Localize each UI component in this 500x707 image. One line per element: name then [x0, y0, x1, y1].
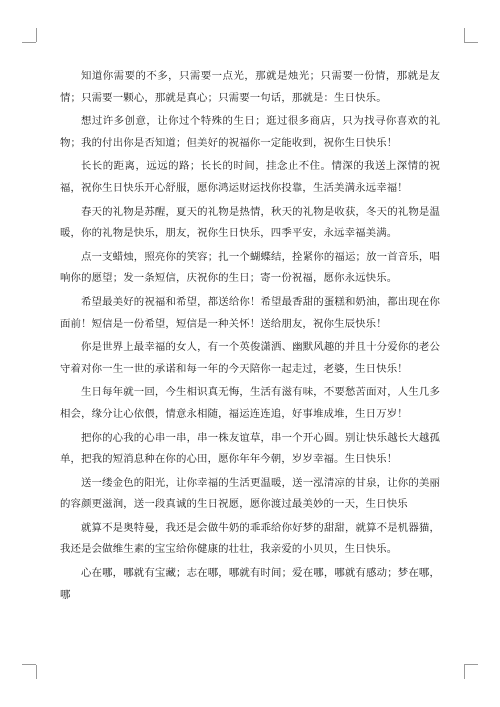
paragraph: 点一支蜡烛，照亮你的笑容；扎一个蝴蝶结，拴紧你的福运；放一首音乐，唱响你的愿望；发一条短信，庆祝你的生日；寄一份祝福，愿你永远快乐。: [60, 250, 440, 285]
paragraph: 知道你需要的不多，只需要一点光，那就是烛光；只需要一份情，那就是友情；只需要一颗心，那就是真心；只需要一句话，那就是：生日快乐。: [60, 70, 440, 104]
paragraph: 你是世界上最幸福的女人，有一个英俊潇洒、幽默风趣的并且十分爱你的老公守着对你一生一世的承诺和每一年的今天陪你一起走过，老婆，生日快乐！: [60, 341, 440, 375]
document-body: [60, 66, 440, 608]
crop-mark-top-left-h: [22, 42, 36, 43]
crop-mark-bottom-left-h: [22, 664, 36, 665]
crop-mark-bottom-right-v: [464, 665, 465, 679]
paragraph: 想过许多创意，让你过个特殊的生日；逛过很多商店，只为找寻你喜欢的礼物；我的付出你是否知道；但美好的祝福你一定能收到，祝你生日快乐！: [60, 115, 440, 149]
paragraph: 长长的距离，远远的路；长长的时间，挂念止不住。情深的我送上深情的祝福，祝你生日快乐开心舒服，愿你鸿运财运找你投靠，生活美满永远幸福！: [60, 160, 440, 194]
paragraph: 生日每年就一回，今生相识真无悔，生活有滋有味，不要愁苦面对，人生几多相会，缘分让心依偎，情意永相随，福运连连追，好事堆成堆，生日万岁！: [60, 386, 440, 420]
crop-mark-bottom-right-h: [464, 664, 478, 665]
crop-mark-top-right-h: [464, 42, 478, 43]
crop-mark-top-right-v: [464, 28, 465, 42]
paragraph: 希望最美好的祝福和希望，都送给你！希望最香甜的蛋糕和奶油，都出现在你面前！短信是一份希望，短信是一种关怀！送给朋友，祝你生辰快乐！: [60, 295, 440, 330]
crop-mark-bottom-left-v: [36, 665, 37, 679]
paragraph: 就算不是奥特曼，我还是会做牛奶的乖乖给你好梦的甜甜，就算不是机器猫，我还是会做维生素的宝宝给你健康的壮壮，我亲爱的小贝贝，生日快乐。: [60, 521, 440, 556]
crop-mark-top-left-v: [36, 28, 37, 42]
paragraph: 春天的礼物是苏醒，夏天的礼物是热情，秋天的礼物是收获，冬天的礼物是温暖，你的礼物是快乐，朋友，祝你生日快乐，四季平安，永远幸福美满。: [60, 205, 440, 240]
paragraph: 心在哪，哪就有宝藏；志在哪，哪就有时间；爱在哪，哪就有感动；梦在哪，哪: [60, 567, 440, 601]
paragraph: 送一缕金色的阳光，让你幸福的生活更温暖，送一泓清凉的甘泉，让你的美丽的容颜更滋润，送一段真诚的生日祝愿，愿你渡过最美妙的一天，生日快乐: [60, 476, 440, 511]
paragraph: 把你的心我的心串一串，串一株友谊草，串一个开心圆。别让快乐越长大越孤单，把我的短消息种在你的心田，愿你年年今朝，岁岁幸福。生日快乐！: [60, 431, 440, 466]
